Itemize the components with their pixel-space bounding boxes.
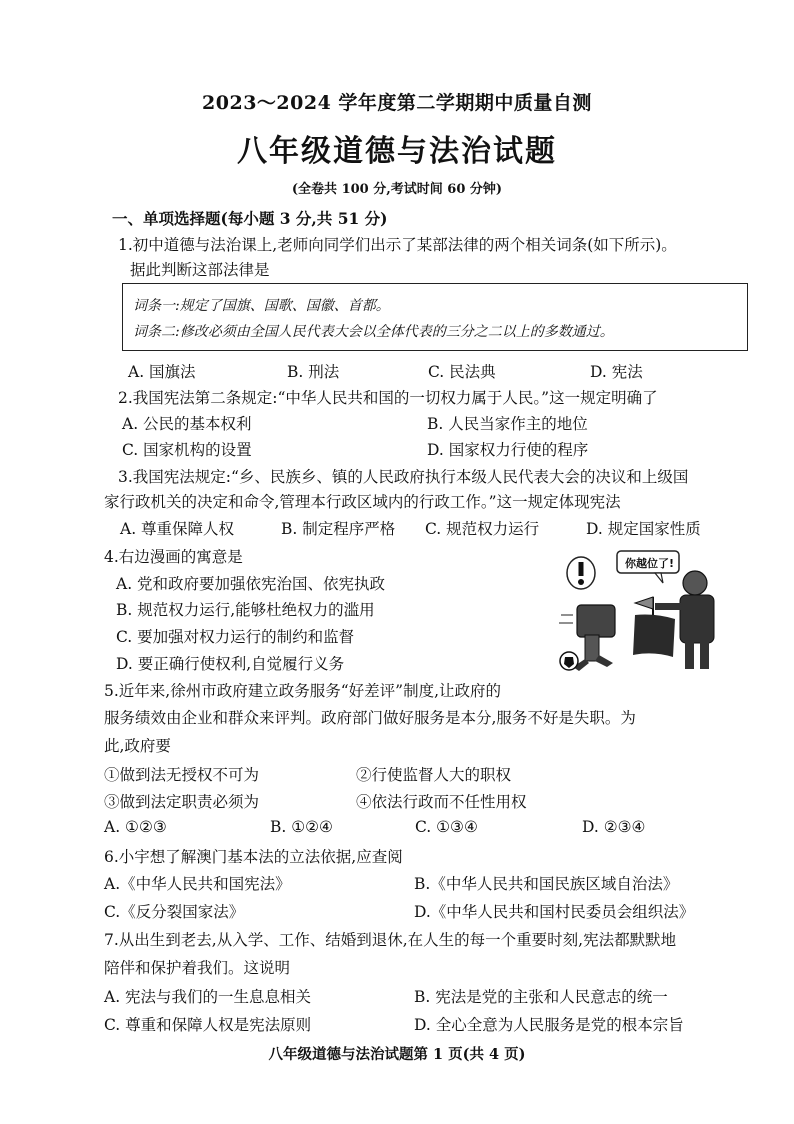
q1-entry-1: 词条一:规定了国旗、国歌、国徽、首都。 <box>133 298 390 314</box>
q4-option-c: C. 要加强对权力运行的制约和监督 <box>116 628 355 646</box>
q1-option-a: A. 国旗法 <box>128 363 196 381</box>
q5-option-d: D. ②③④ <box>582 818 646 836</box>
q2-option-b: B. 人民当家作主的地位 <box>427 415 588 433</box>
exam-title: 八年级道德与法治试题 <box>237 134 557 169</box>
q7-option-d: D. 全心全意为人民服务是党的根本宗旨 <box>414 1016 684 1034</box>
q7-stem-line1: 7.从出生到老去,从入学、工作、结婚到退休,在人生的每一个重要时刻,宪法都默默地 <box>104 931 677 949</box>
q3-option-d: D. 规定国家性质 <box>586 520 701 538</box>
q1-option-b: B. 刑法 <box>287 363 340 381</box>
exam-note: (全卷共 100 分,考试时间 60 分钟) <box>291 182 503 197</box>
q7-option-c: C. 尊重和保障人权是宪法原则 <box>104 1016 312 1034</box>
q6-option-b: B.《中华人民共和国民族区域自治法》 <box>414 875 679 893</box>
q6-option-a: A.《中华人民共和国宪法》 <box>104 875 291 893</box>
q4-cartoon <box>555 545 745 675</box>
q2-stem: 2.我国宪法第二条规定:“中华人民共和国的一切权力属于人民。”这一规定明确了 <box>118 389 658 407</box>
q5-option-b: B. ①②④ <box>270 818 333 836</box>
q4-stem: 4.右边漫画的寓意是 <box>104 548 243 566</box>
q1-entry-2: 词条二:修改必须由全国人民代表大会以全体代表的三分之二以上的多数通过。 <box>133 324 614 340</box>
q2-option-c: C. 国家机构的设置 <box>122 441 252 459</box>
q1-option-c: C. 民法典 <box>428 363 496 381</box>
q3-stem-line2: 家行政机关的决定和命令,管理本行政区域内的行政工作。”这一规定体现宪法 <box>104 493 621 511</box>
q5-stem-line3: 此,政府要 <box>104 737 171 755</box>
q3-stem-line1: 3.我国宪法规定:“乡、民族乡、镇的人民政府执行本级人民代表大会的决议和上级国 <box>118 468 689 486</box>
q1-entry-box <box>122 283 748 351</box>
q6-option-d: D.《中华人民共和国村民委员会组织法》 <box>414 903 695 921</box>
q3-option-b: B. 制定程序严格 <box>281 520 396 538</box>
q1-stem-line1: 1.初中道德与法治课上,老师向同学们出示了某部法律的两个相关词条(如下所示)。 <box>118 236 677 254</box>
q5-item-4: ④依法行政而不任性用权 <box>356 793 527 811</box>
q4-option-b: B. 规范权力运行,能够杜绝权力的滥用 <box>116 601 375 619</box>
q3-option-a: A. 尊重保障人权 <box>120 520 235 538</box>
q1-option-d: D. 宪法 <box>590 363 643 381</box>
q7-stem-line2: 陪伴和保护着我们。这说明 <box>104 959 291 977</box>
page-footer: 八年级道德与法治试题第 1 页(共 4 页) <box>268 1046 526 1063</box>
q6-option-c: C.《反分裂国家法》 <box>104 903 245 921</box>
q7-option-b: B. 宪法是党的主张和人民意志的统一 <box>414 988 668 1006</box>
q4-option-d: D. 要正确行使权利,自觉履行义务 <box>116 655 345 673</box>
q5-option-a: A. ①②③ <box>104 818 167 836</box>
q5-stem-line1: 5.近年来,徐州市政府建立政务服务“好差评”制度,让政府的 <box>104 682 501 700</box>
q2-option-a: A. 公民的基本权利 <box>122 415 252 433</box>
exam-header-line: 2023～2024 学年度第二学期期中质量自测 <box>202 92 592 114</box>
q7-option-a: A. 宪法与我们的一生息息相关 <box>104 988 312 1006</box>
q5-stem-line2: 服务绩效由企业和群众来评判。政府部门做好服务是本分,服务不好是失职。为 <box>104 709 636 727</box>
q2-option-d: D. 国家权力行使的程序 <box>427 441 589 459</box>
q5-item-3: ③做到法定职责必须为 <box>104 793 260 811</box>
q1-stem-line2: 据此判断这部法律是 <box>130 261 270 279</box>
q4-option-a: A. 党和政府要加强依宪治国、依宪执政 <box>116 575 386 593</box>
cartoon-speech-text: 你越位了! <box>625 557 675 570</box>
q5-item-2: ②行使监督人大的职权 <box>356 766 512 784</box>
q5-item-1: ①做到法无授权不可为 <box>104 766 260 784</box>
q6-stem: 6.小宇想了解澳门基本法的立法依据,应查阅 <box>104 848 403 866</box>
section-title: 一、单项选择题(每小题 3 分,共 51 分) <box>112 209 388 228</box>
q5-option-c: C. ①③④ <box>415 818 478 836</box>
q3-option-c: C. 规范权力运行 <box>425 520 540 538</box>
